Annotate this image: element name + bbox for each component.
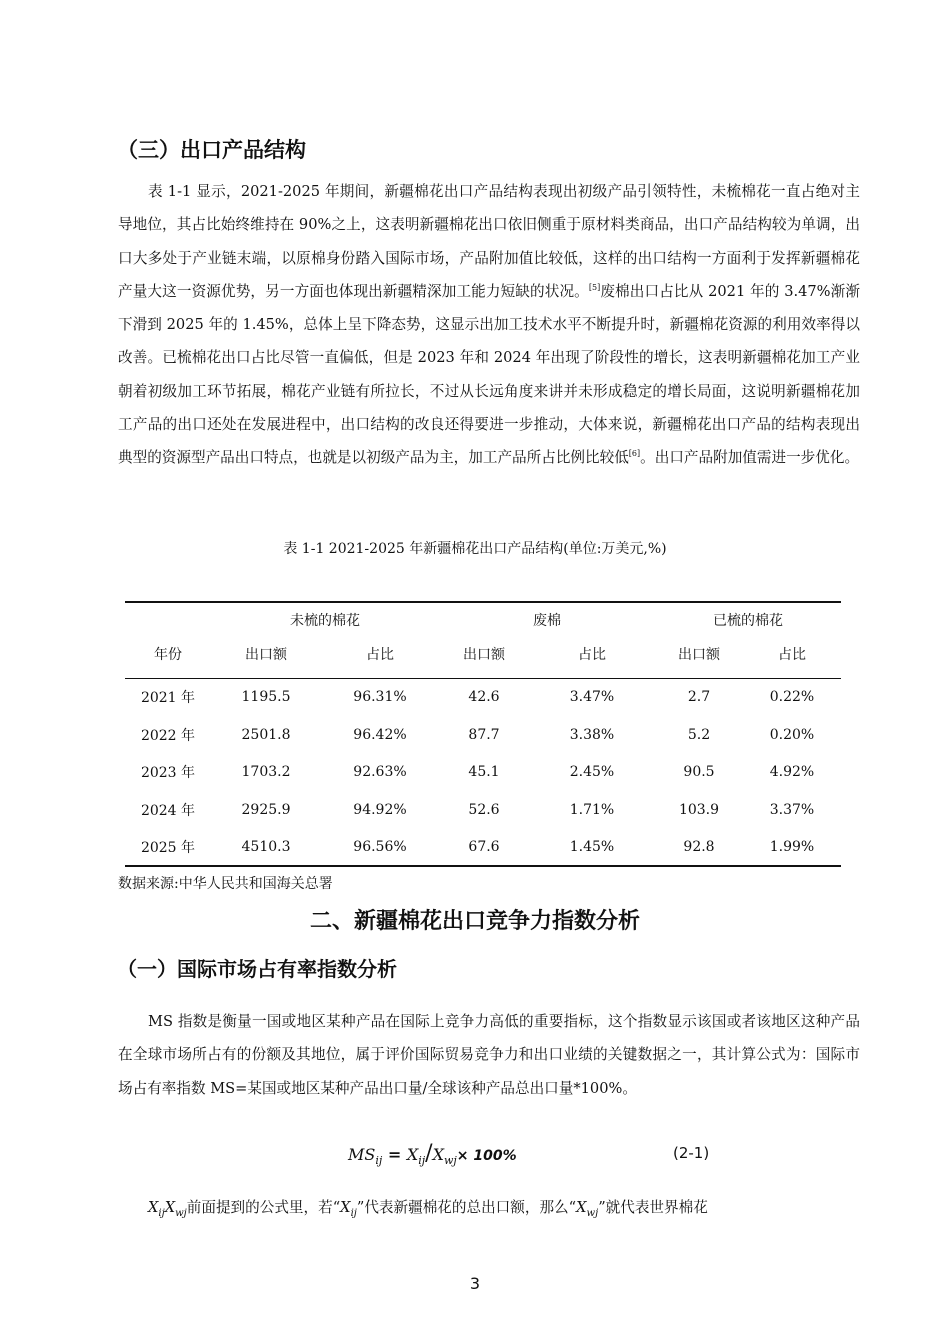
table-cell: 42.6 <box>468 689 500 706</box>
equation-number: (2-1) <box>673 1144 710 1162</box>
sub-header: 占比 <box>578 647 606 663</box>
table-row <box>125 753 841 791</box>
table-cell: 2.7 <box>687 689 711 706</box>
var-sub: ij <box>158 1207 165 1219</box>
para1-text-c: 。出口产品附加值需进一步优化。 <box>640 449 860 467</box>
formula-ms: MS <box>348 1145 376 1164</box>
table-cell: 3.47% <box>569 689 615 706</box>
table-cell: 52.6 <box>468 801 500 818</box>
body-paragraph-1 <box>118 175 860 475</box>
table-cell: 2925.9 <box>241 801 291 818</box>
sub-header: 出口额 <box>245 647 287 663</box>
table-row <box>125 678 841 716</box>
var-x: X <box>148 1199 159 1216</box>
table-cell: 5.2 <box>687 726 711 743</box>
group-header-combed: 已梳的棉花 <box>713 612 783 629</box>
formula-sub: wj <box>443 1154 457 1168</box>
para3-text-c: ”就代表世界棉花 <box>598 1199 708 1216</box>
var-sub: wj <box>175 1207 187 1219</box>
formula-sub: ij <box>418 1154 426 1168</box>
subsection-heading: （一）国际市场占有率指数分析 <box>117 957 397 981</box>
table-cell: 87.7 <box>468 726 500 743</box>
sub-header: 占比 <box>778 647 806 663</box>
sub-header: 出口额 <box>678 647 720 663</box>
table-cell: 1195.5 <box>241 689 291 706</box>
table-cell: 4510.3 <box>241 839 291 856</box>
table-cell: 3.37% <box>769 801 815 818</box>
table-cell: 0.22% <box>769 689 815 706</box>
section-heading: （三）出口产品结构 <box>117 138 306 162</box>
formula-tail: × 100% <box>456 1148 517 1164</box>
table-source-note: 数据来源:中华人民共和国海关总署 <box>118 876 333 892</box>
table-caption: 表 1-1 2021-2025 年新疆棉花出口产品结构(单位:万美元,%) <box>283 541 667 557</box>
table-cell: 2022 年 <box>140 727 196 744</box>
sub-header: 出口额 <box>463 647 505 663</box>
formula-equals: = <box>382 1145 407 1164</box>
table-cell: 2024 年 <box>140 802 196 819</box>
table-cell: 2021 年 <box>140 690 196 707</box>
table-cell: 2023 年 <box>140 765 196 782</box>
var-x: X <box>576 1199 587 1216</box>
table-cell: 96.42% <box>353 726 407 743</box>
table-cell: 96.56% <box>353 839 407 856</box>
table-cell: 1703.2 <box>241 764 291 781</box>
group-header-uncombed: 未梳的棉花 <box>290 612 360 629</box>
formula-x: X <box>432 1145 444 1164</box>
ms-formula <box>348 1141 517 1167</box>
body-paragraph-3 <box>148 1196 860 1219</box>
page-number: 3 <box>469 1274 481 1293</box>
table-cell: 1.99% <box>769 839 815 856</box>
para3-text-a: 前面提到的公式里，若“ <box>186 1199 341 1216</box>
year-header: 年份 <box>154 647 182 663</box>
chapter-heading: 二、新疆棉花出口竞争力指数分析 <box>309 909 640 934</box>
var-x: X <box>340 1199 351 1216</box>
table-cell: 1.71% <box>569 801 615 818</box>
table-cell: 67.6 <box>468 839 500 856</box>
var-x: X <box>164 1199 176 1216</box>
formula-sub: ij <box>375 1154 383 1168</box>
var-sub: ij <box>350 1207 357 1219</box>
table-cell: 1.45% <box>569 839 615 856</box>
para1-text-b: 废棉出口占比从 2021 年的 3.47%渐渐下滑到 2025 年的 1.45%，总体上呈下降态势，这显示出加工技术水平不断提升时，新疆棉花资源的利用效率得以改善。已梳棉花出口占比尽管一直偏低，但是 2023 年和 2024 年出现了阶段性的增长，这表明新疆棉花加工产业朝着初级加工环节拓展，棉花产业链有所拉长，不过从长远角度来讲并未形成稳定的增长局面，这说明新疆棉花加工产品的出口还处在发展进程中，出口结构的改良还得要进一步推动，大体来说，新疆棉花出口产品的结构表现出典型的资源型产品出口特点，也就是以初级产品为主，加工产品所占比例比较低 <box>118 282 860 467</box>
para1-text-a: 表 1-1 显示，2021-2025 年期间，新疆棉花出口产品结构表现出初级产品引领特性，未梳棉花一直占绝对主导地位，其占比始终维持在 90%之上，这表明新疆棉花出口依旧侧重于原材料类商品，出口产品结构较为单调，出口大多处于产业链末端，以原棉身份踏入国际市场，产品附加值比较低，这样的出口结构一方面利于发挥新疆棉花产量大这一资源优势，另一方面也体现出新疆精深加工能力短缺的状况。 <box>118 183 860 300</box>
para3-text-b: ”代表新疆棉花的总出口额，那么“ <box>356 1199 577 1216</box>
table-cell: 94.92% <box>353 801 407 818</box>
table-cell: 92.8 <box>683 839 715 856</box>
formula-slash: / <box>425 1141 433 1166</box>
citation-ref[interactable]: [5] <box>588 283 601 293</box>
table-cell: 4.92% <box>769 764 815 781</box>
formula-x: X <box>406 1145 419 1164</box>
table-row <box>125 791 841 829</box>
group-header-waste: 废棉 <box>533 612 561 629</box>
table-cell: 92.63% <box>353 764 407 781</box>
var-sub: wj <box>586 1207 599 1219</box>
table-row <box>125 716 841 754</box>
table-cell: 2025 年 <box>140 840 196 857</box>
table-row <box>125 829 841 867</box>
table-cell: 3.38% <box>569 726 615 743</box>
table-cell: 45.1 <box>468 764 500 781</box>
table-cell: 0.20% <box>769 726 815 743</box>
table-cell: 90.5 <box>683 764 715 781</box>
table-cell: 96.31% <box>353 689 407 706</box>
table-cell: 2.45% <box>569 764 615 781</box>
table-cell: 103.9 <box>678 801 720 818</box>
citation-ref[interactable]: [6] <box>628 449 641 459</box>
table-cell: 2501.8 <box>241 726 291 743</box>
header-blank <box>125 602 211 636</box>
body-paragraph-2: MS 指数是衡量一国或地区某种产品在国际上竞争力高低的重要指标，这个指数显示该国或者该地区这种产品在全球市场所占有的份额及其地位，属于评价国际贸易竞争力和出口业绩的关键数据之一，其计算公式为：国际市场占有率指数 MS=某国或地区某种产品出口量/全球该种产品总出口量*100%。 <box>118 1013 860 1097</box>
export-structure-table <box>125 601 841 867</box>
sub-header: 占比 <box>366 647 394 663</box>
